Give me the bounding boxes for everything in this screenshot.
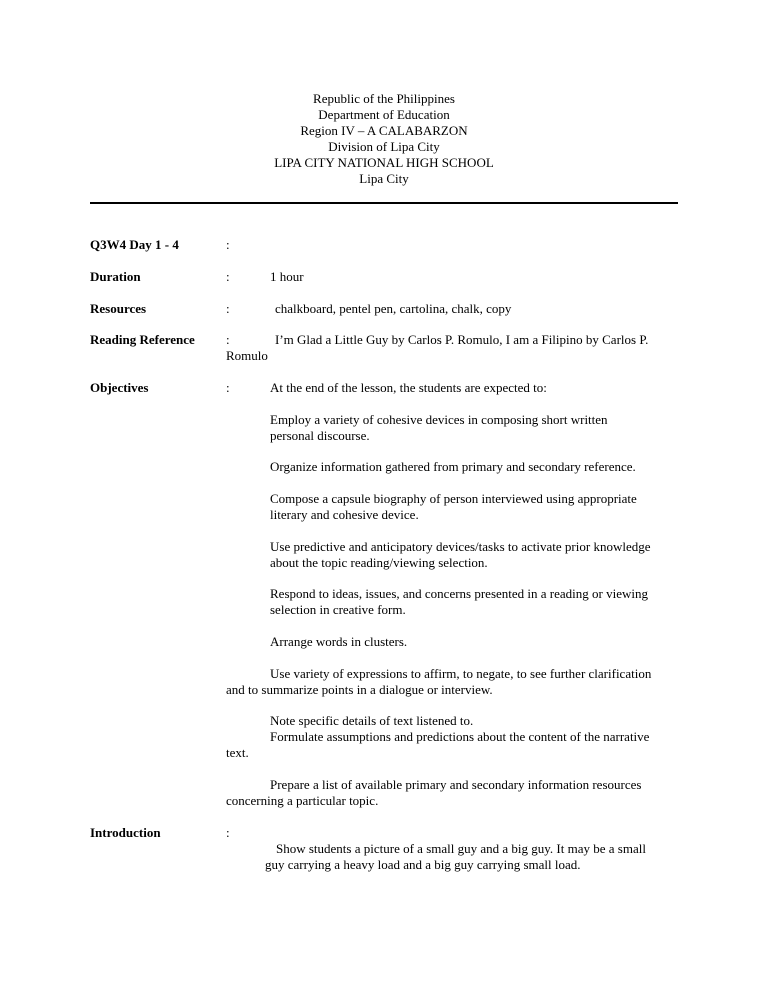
objective-line: personal discourse. xyxy=(270,428,370,443)
field-reading-label: Reading Reference xyxy=(90,332,195,347)
field-duration-label: Duration xyxy=(90,269,141,284)
field-introduction-colon: : xyxy=(226,825,230,840)
objective-line: Use predictive and anticipatory devices/tasks to activate prior knowledge xyxy=(270,539,651,554)
objective-line: Formulate assumptions and predictions about the content of the narrative xyxy=(270,729,650,744)
field-objectives-colon: : xyxy=(226,380,230,395)
reading-line-1: I’m Glad a Little Guy by Carlos P. Romulo, I am a Filipino by Carlos P. xyxy=(275,332,649,347)
field-resources-value: chalkboard, pentel pen, cartolina, chalk, copy xyxy=(275,301,512,316)
objective-line: concerning a particular topic. xyxy=(226,793,379,808)
objective-item-prepare xyxy=(226,777,686,809)
field-reading-value xyxy=(226,332,678,364)
letterhead-line-region: Region IV – A CALABARZON xyxy=(300,123,468,138)
objective-item xyxy=(270,539,690,571)
objective-item xyxy=(270,459,690,475)
letterhead-line-division: Division of Lipa City xyxy=(328,139,440,154)
objective-line: and to summarize points in a dialogue or interview. xyxy=(226,682,493,697)
field-resources-label: Resources xyxy=(90,301,147,316)
objective-line: Note specific details of text listened to. xyxy=(270,713,474,728)
introduction-text xyxy=(265,841,685,873)
introduction-line-1: Show students a picture of a small guy and a big guy. It may be a small xyxy=(276,841,646,856)
letterhead-line-city: Lipa City xyxy=(359,171,409,186)
objective-line: Arrange words in clusters. xyxy=(270,634,408,649)
objective-line: Compose a capsule biography of person interviewed using appropriate xyxy=(270,491,637,506)
letterhead-line-school: LIPA CITY NATIONAL HIGH SCHOOL xyxy=(274,155,494,170)
field-duration-value: 1 hour xyxy=(270,269,304,284)
field-week-colon: : xyxy=(226,237,230,252)
letterhead-line-country: Republic of the Philippines xyxy=(313,91,455,106)
header-divider xyxy=(90,202,678,204)
objective-item xyxy=(270,491,690,523)
objective-line: selection in creative form. xyxy=(270,602,406,617)
letterhead-line-department: Department of Education xyxy=(318,107,450,122)
objective-line: text. xyxy=(226,745,249,760)
objective-line: Organize information gathered from primary and secondary reference. xyxy=(270,459,636,474)
objective-line: Prepare a list of available primary and secondary information resources xyxy=(270,777,642,792)
objectives-intro: At the end of the lesson, the students are expected to: xyxy=(270,380,547,395)
objective-line: Use variety of expressions to affirm, to negate, to see further clarification xyxy=(270,666,652,681)
objective-line: Employ a variety of cohesive devices in composing short written xyxy=(270,412,608,427)
objective-item xyxy=(270,586,690,618)
letterhead xyxy=(0,91,768,187)
objective-line: about the topic reading/viewing selection. xyxy=(270,555,488,570)
objective-item xyxy=(270,634,690,650)
objective-item-note xyxy=(226,713,686,761)
field-week-label: Q3W4 Day 1 - 4 xyxy=(90,237,179,252)
objective-line: Respond to ideas, issues, and concerns presented in a reading or viewing xyxy=(270,586,648,601)
reading-line-2: Romulo xyxy=(226,348,268,363)
objective-item-hanging xyxy=(226,666,686,698)
field-objectives-label: Objectives xyxy=(90,380,149,395)
field-resources-colon: : xyxy=(226,301,230,316)
objective-line: literary and cohesive device. xyxy=(270,507,419,522)
field-introduction-label: Introduction xyxy=(90,825,161,840)
field-reading-colon: : xyxy=(226,332,230,347)
field-duration-colon: : xyxy=(226,269,230,284)
introduction-line-2: guy carrying a heavy load and a big guy carrying small load. xyxy=(265,857,581,872)
objective-item xyxy=(270,412,690,444)
